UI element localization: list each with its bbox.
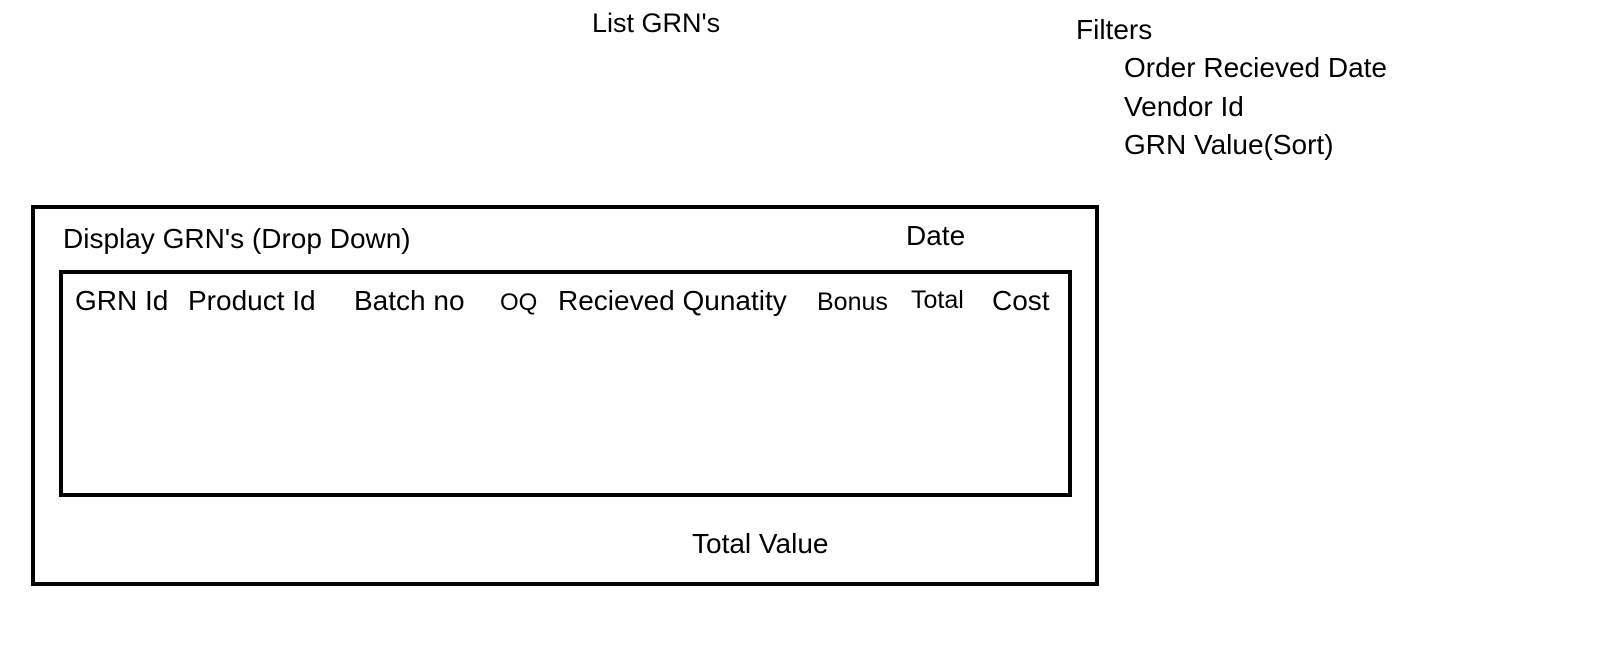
filter-order-received-date[interactable]: Order Recieved Date: [1124, 52, 1388, 83]
column-header-cost: Cost: [992, 285, 1050, 316]
filter-grn-value-sort[interactable]: GRN Value(Sort): [1124, 129, 1334, 160]
total-value-label: Total Value: [692, 528, 829, 559]
column-header-grn-id: GRN Id: [75, 285, 169, 316]
column-header-bonus: Bonus: [817, 288, 888, 316]
filter-vendor-id[interactable]: Vendor Id: [1124, 91, 1244, 122]
filters-heading: Filters: [1076, 14, 1153, 45]
column-header-product-id: Product Id: [188, 285, 316, 316]
page-title: List GRN's: [592, 8, 721, 38]
column-header-received-quantity: Recieved Qunatity: [558, 285, 787, 316]
date-label: Date: [906, 220, 966, 251]
column-header-oq: OQ: [500, 289, 538, 316]
grn-dropdown[interactable]: Display GRN's (Drop Down): [63, 223, 411, 254]
column-header-total: Total: [911, 286, 964, 314]
column-header-batch-no: Batch no: [354, 285, 465, 316]
